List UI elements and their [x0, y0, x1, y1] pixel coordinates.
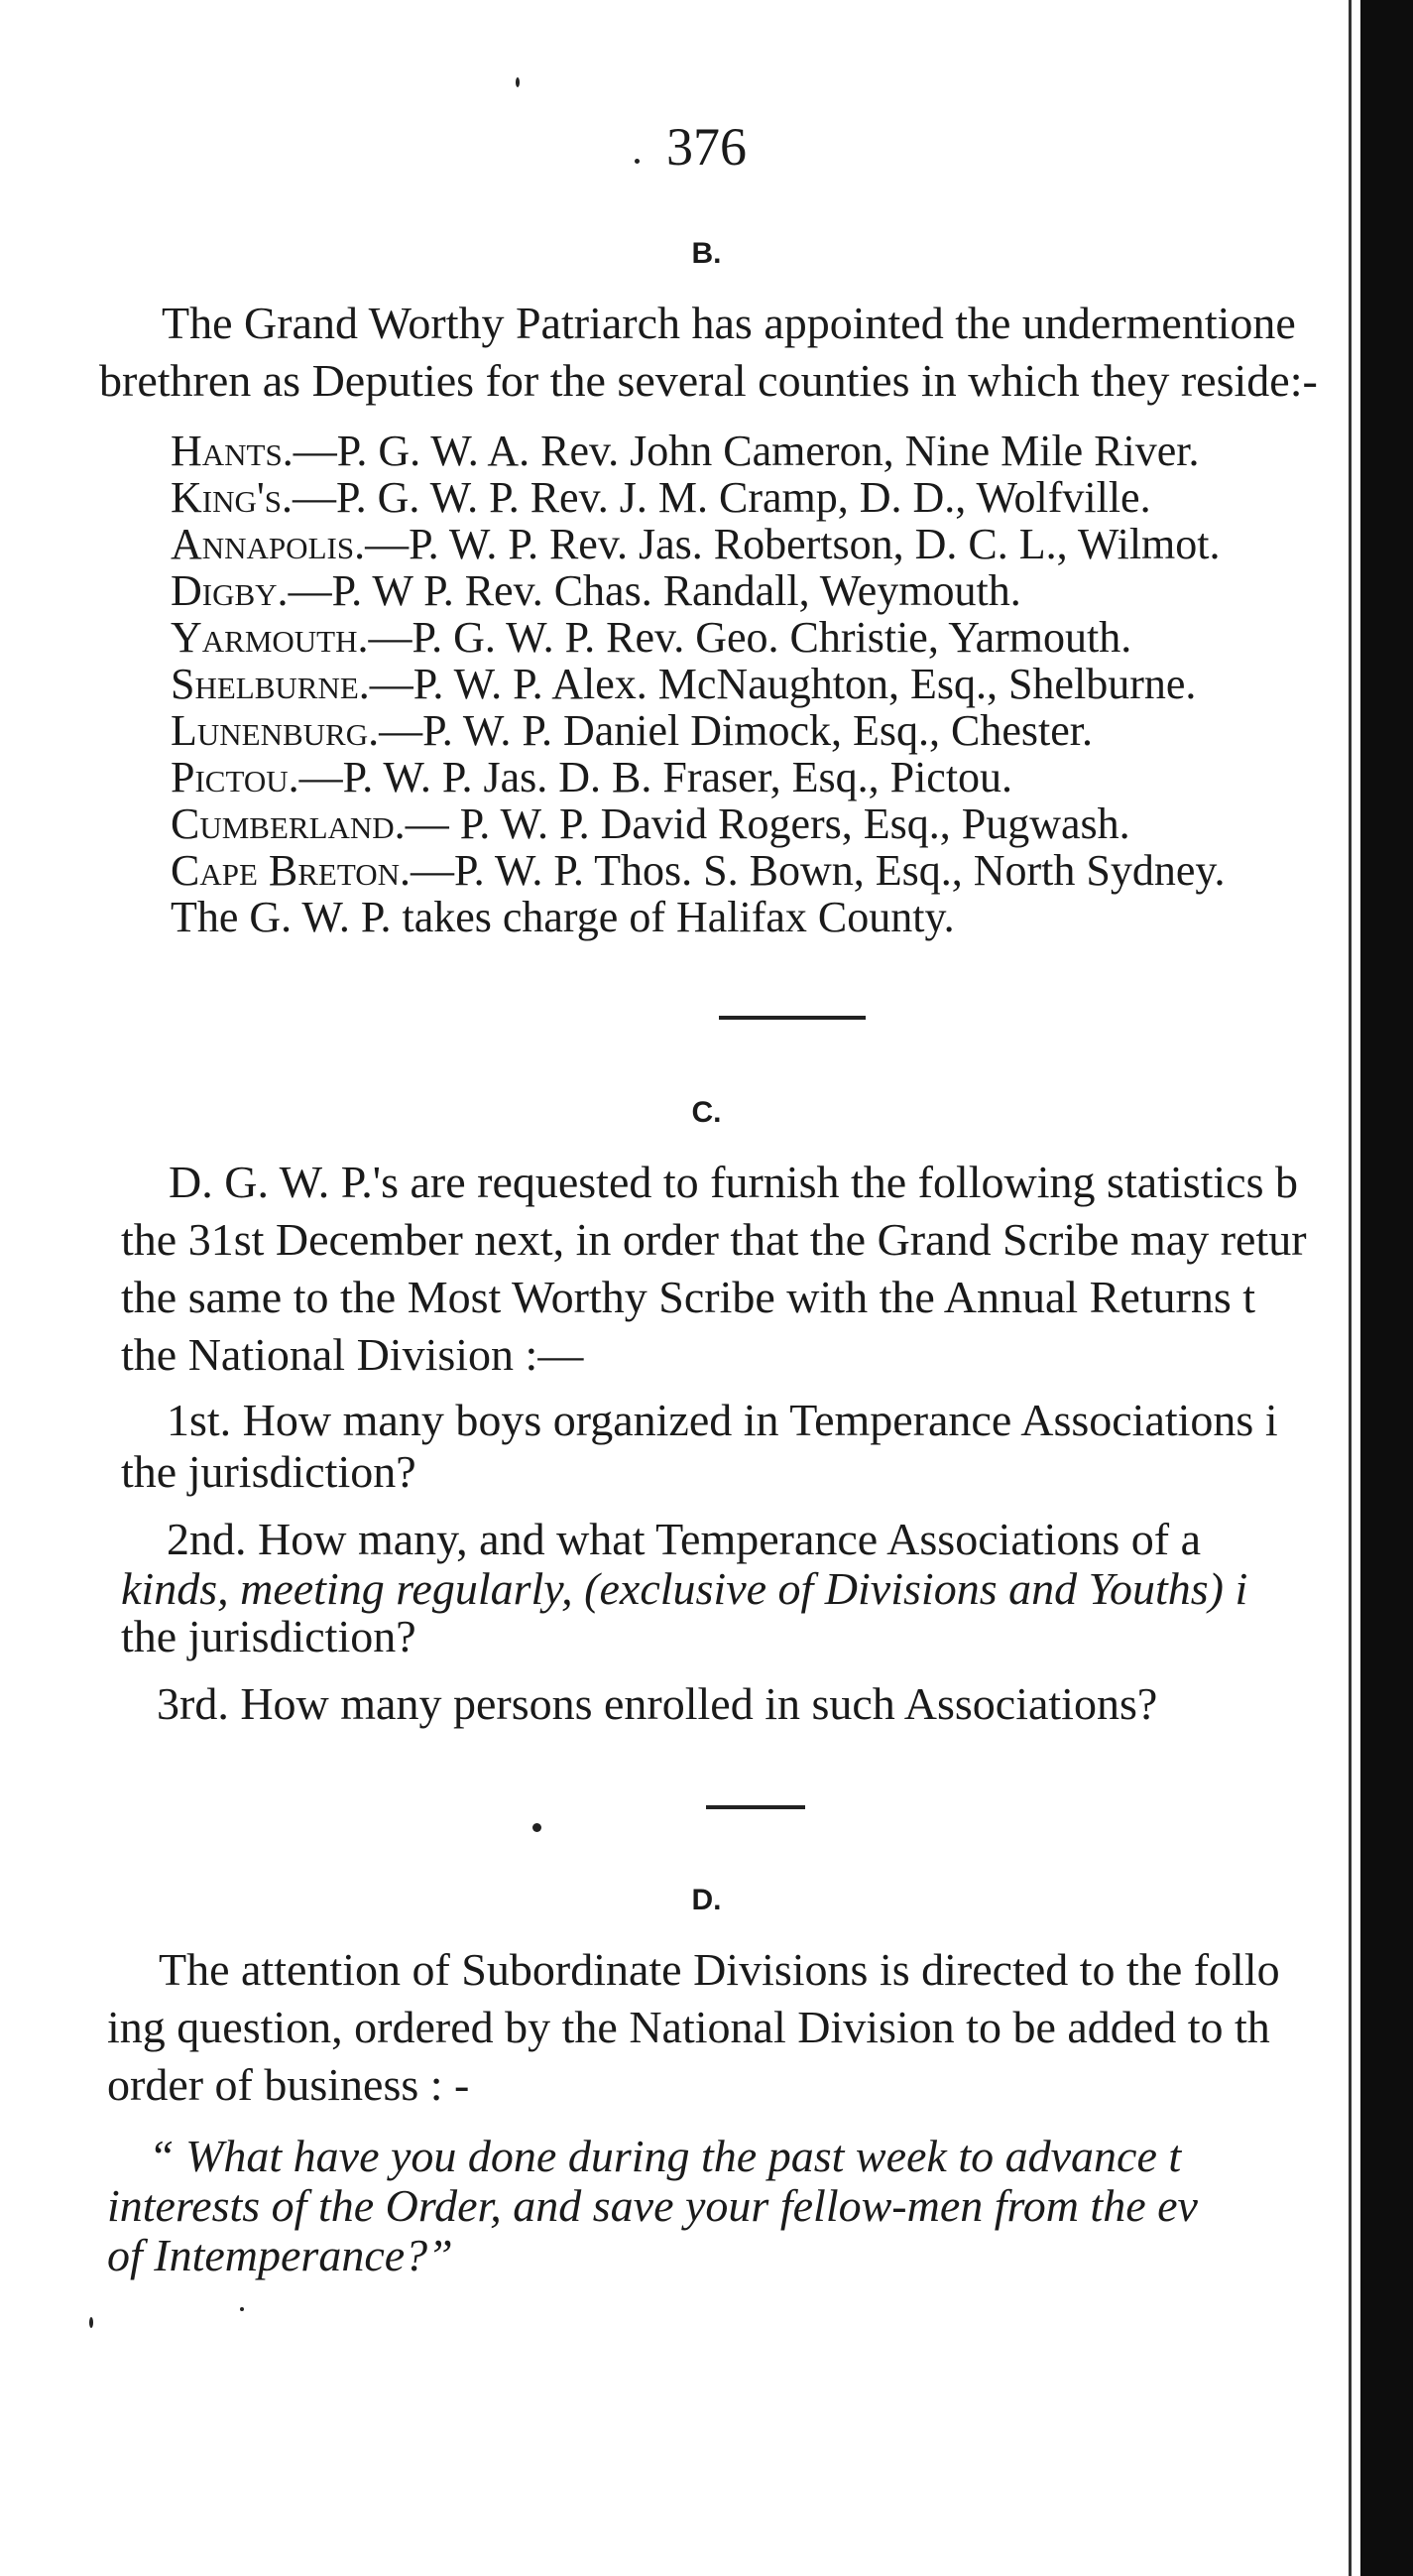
county-name: Annapolis.	[171, 520, 366, 568]
section-c-paragraph-line: D. G. W. P.'s are requested to furnish the following statistics b	[169, 1157, 1298, 1207]
speck	[240, 2307, 244, 2311]
section-b-heading: B.	[691, 237, 722, 270]
deputy-entry	[171, 751, 1351, 804]
section-d-paragraph-line: The attention of Subordinate Divisions is directed to the follo	[159, 1944, 1280, 1995]
quote-line: of Intemperance?”	[107, 2230, 453, 2280]
deputy-entry	[171, 611, 1351, 665]
deputy-text: —P. G. W. P. Rev. J. M. Cramp, D. D., Wolfville.	[293, 473, 1151, 522]
deputy-entry	[171, 425, 1351, 478]
county-name: Pictou.	[171, 753, 299, 801]
quote-line: interests of the Order, and save your fellow-men from the ev	[107, 2180, 1198, 2231]
deputy-entry	[171, 518, 1351, 571]
deputy-text: —P. W. P. Daniel Dimock, Esq., Chester.	[379, 706, 1094, 755]
page-binding-edge	[1360, 0, 1413, 2576]
section-d-heading: D.	[691, 1884, 722, 1916]
deputy-entry	[171, 564, 1351, 618]
deputy-text: —P. G. W. A. Rev. John Cameron, Nine Mile River.	[293, 427, 1200, 475]
county-name: Yarmouth.	[171, 613, 369, 662]
section-c-heading: C.	[691, 1096, 722, 1129]
quote-line: “ What have you done during the past week to advance t	[149, 2131, 1182, 2181]
question-1-line: 1st. How many boys organized in Temperance Associations i	[167, 1395, 1278, 1445]
deputy-entry	[171, 471, 1351, 525]
section-divider	[719, 1016, 866, 1020]
section-b-intro-line: The Grand Worthy Patriarch has appointed the undermentione	[162, 298, 1296, 348]
question-2-line: kinds, meeting regularly, (exclusive of Divisions and Youths) i	[121, 1563, 1248, 1614]
section-d-paragraph-line: order of business : -	[107, 2059, 470, 2110]
deputy-text: — P. W. P. David Rogers, Esq., Pugwash.	[405, 799, 1130, 848]
deputy-text: —P. G. W. P. Rev. Geo. Christie, Yarmouth.	[368, 613, 1132, 662]
section-b-intro-line: brethren as Deputies for the several counties in which they reside:-	[99, 355, 1318, 406]
deputy-text: —P. W. P. Alex. McNaughton, Esq., Shelburne.	[369, 660, 1197, 708]
county-name: Hants.	[171, 427, 294, 475]
deputy-entry	[171, 704, 1351, 758]
deputy-text: —P. W. P. Jas. D. B. Fraser, Esq., Pictou.	[298, 753, 1013, 801]
section-c-paragraph-line: the 31st December next, in order that the Grand Scribe may retur	[121, 1214, 1307, 1265]
question-2-line: the jurisdiction?	[121, 1611, 416, 1661]
county-name: King's.	[171, 473, 294, 522]
deputy-text: —P. W. P. Rev. Jas. Robertson, D. C. L., Wilmot.	[365, 520, 1221, 568]
speck	[89, 2317, 93, 2328]
county-name: Cumberland.	[171, 799, 406, 848]
county-name: Shelburne.	[171, 660, 370, 708]
deputy-closing: The G. W. P. takes charge of Halifax County.	[171, 893, 955, 941]
question-3-line: 3rd. How many persons enrolled in such Associations?	[157, 1678, 1158, 1729]
section-divider	[706, 1805, 805, 1809]
deputy-text: —P. W. P. Thos. S. Bown, Esq., North Sydney.	[411, 846, 1226, 895]
deputy-entry	[171, 658, 1351, 711]
county-name: Digby.	[171, 566, 289, 615]
question-1-line: the jurisdiction?	[121, 1446, 416, 1497]
speck	[516, 77, 520, 87]
question-2-line: 2nd. How many, and what Temperance Associations of a	[167, 1514, 1202, 1564]
section-d-paragraph-line: ing question, ordered by the National Division to be added to th	[107, 2002, 1270, 2052]
county-name: Cape Breton.	[171, 846, 412, 895]
speck	[532, 1823, 541, 1832]
section-c-paragraph-line: the same to the Most Worthy Scribe with the Annual Returns t	[121, 1272, 1256, 1322]
deputy-entry	[171, 844, 1351, 898]
section-c-paragraph-line: the National Division :—	[121, 1329, 584, 1380]
page-number: 376	[666, 117, 747, 177]
deputy-text: —P. W P. Rev. Chas. Randall, Weymouth.	[288, 566, 1021, 615]
county-name: Lunenburg.	[171, 706, 380, 755]
deputy-entry	[171, 797, 1351, 851]
